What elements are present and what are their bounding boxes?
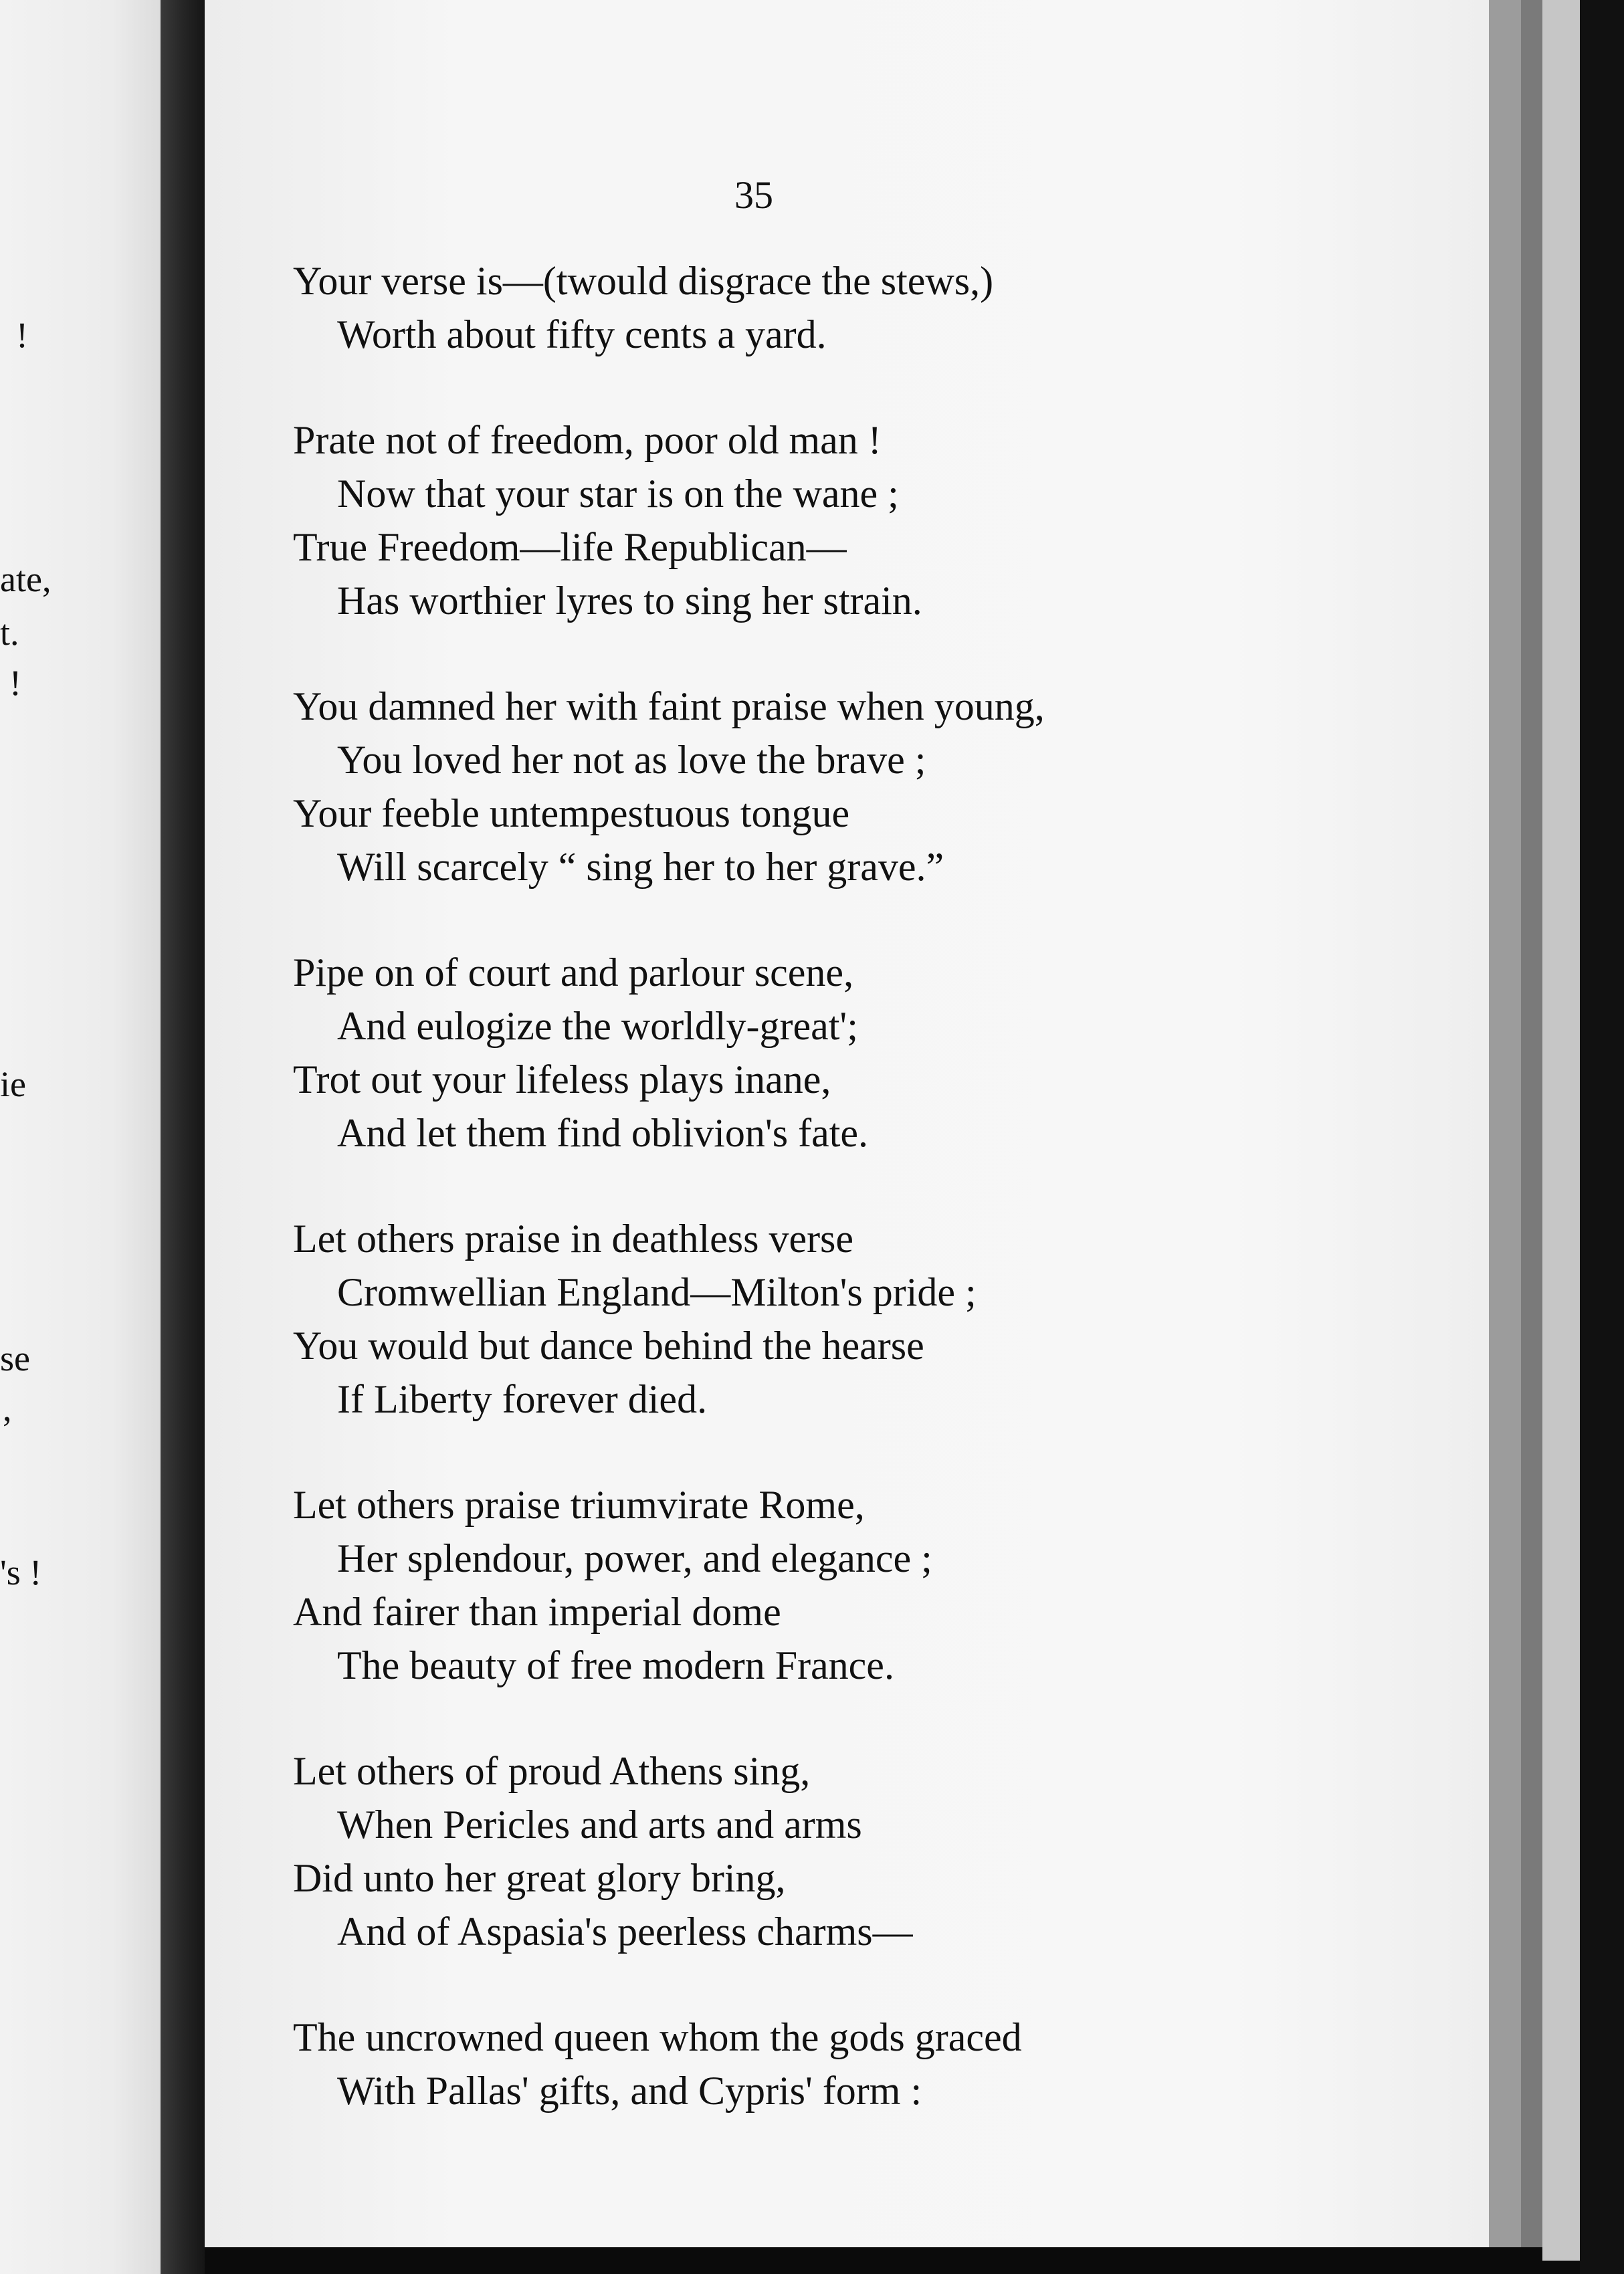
page-edge	[1580, 0, 1624, 2274]
poem-line: The uncrowned queen whom the gods graced	[293, 2015, 1022, 2059]
left-page-fragment: !	[9, 663, 21, 703]
stanza	[293, 946, 1484, 1160]
stanza	[293, 1478, 1484, 1692]
poem-line: You loved her not as love the brave ;	[337, 738, 926, 782]
stanza	[293, 1212, 1484, 1426]
poem-body	[293, 254, 1484, 2170]
poem-line: Let others praise in deathless verse	[293, 1217, 854, 1261]
stanza	[293, 680, 1484, 894]
poem-line: Has worthier lyres to sing her strain.	[337, 579, 922, 623]
poem-line: Let others praise triumvirate Rome,	[293, 1483, 865, 1527]
poem-line: When Pericles and arts and arms	[337, 1802, 862, 1847]
poem-line: Let others of proud Athens sing,	[293, 1749, 811, 1793]
book-gutter	[161, 0, 205, 2274]
poem-line: Did unto her great glory bring,	[293, 1856, 786, 1900]
poem-line: Your feeble untempestuous tongue	[293, 791, 850, 835]
poem-line: You would but dance behind the hearse	[293, 1324, 924, 1368]
poem-line: Your verse is—(twould disgrace the stews,)	[293, 259, 994, 303]
left-page-fragment: ate,	[0, 559, 52, 599]
poem-line: Now that your star is on the wane ;	[337, 472, 899, 516]
poem-line: And of Aspasia's peerless charms—	[337, 1909, 913, 1954]
poem-line: Cromwellian England—Milton's pride ;	[337, 1270, 977, 1314]
left-page-fragment: !	[16, 315, 28, 355]
poem-line: Pipe on of court and parlour scene,	[293, 950, 854, 995]
poem-line: Trot out your lifeless plays inane,	[293, 1057, 831, 1102]
page-edge	[1489, 0, 1521, 2247]
poem-line: Prate not of freedom, poor old man !	[293, 418, 882, 462]
page-edge	[1521, 0, 1542, 2247]
left-page-fragment: t.	[0, 613, 19, 653]
poem-line: Will scarcely “ sing her to her grave.”	[337, 845, 944, 889]
poem-line: Her splendour, power, and elegance ;	[337, 1536, 932, 1580]
left-page-fragment: 's !	[0, 1552, 42, 1592]
poem-line: And let them find oblivion's fate.	[337, 1111, 869, 1155]
poem-line: And eulogize the worldly-great';	[337, 1004, 858, 1048]
poem-line: Worth about fifty cents a yard.	[337, 312, 827, 356]
poem-line: And fairer than imperial dome	[293, 1590, 781, 1634]
poem-line: You damned her with faint praise when young,	[293, 684, 1045, 728]
stanza	[293, 2010, 1484, 2117]
stanza	[293, 254, 1484, 361]
poem-line: True Freedom—life Republican—	[293, 525, 847, 569]
left-page-fragment: se	[0, 1338, 30, 1378]
left-facing-page	[0, 0, 161, 2274]
poem-line: If Liberty forever died.	[337, 1377, 708, 1421]
poem-line: With Pallas' gifts, and Cypris' form :	[337, 2069, 922, 2113]
page-number: 35	[734, 173, 773, 217]
poem-line: The beauty of free modern France.	[337, 1643, 894, 1687]
left-page-fragment: ie	[0, 1064, 26, 1104]
stanza	[293, 1744, 1484, 1958]
stanza	[293, 413, 1484, 627]
page-edge	[1542, 0, 1580, 2261]
left-page-fragment: ,	[3, 1388, 12, 1429]
